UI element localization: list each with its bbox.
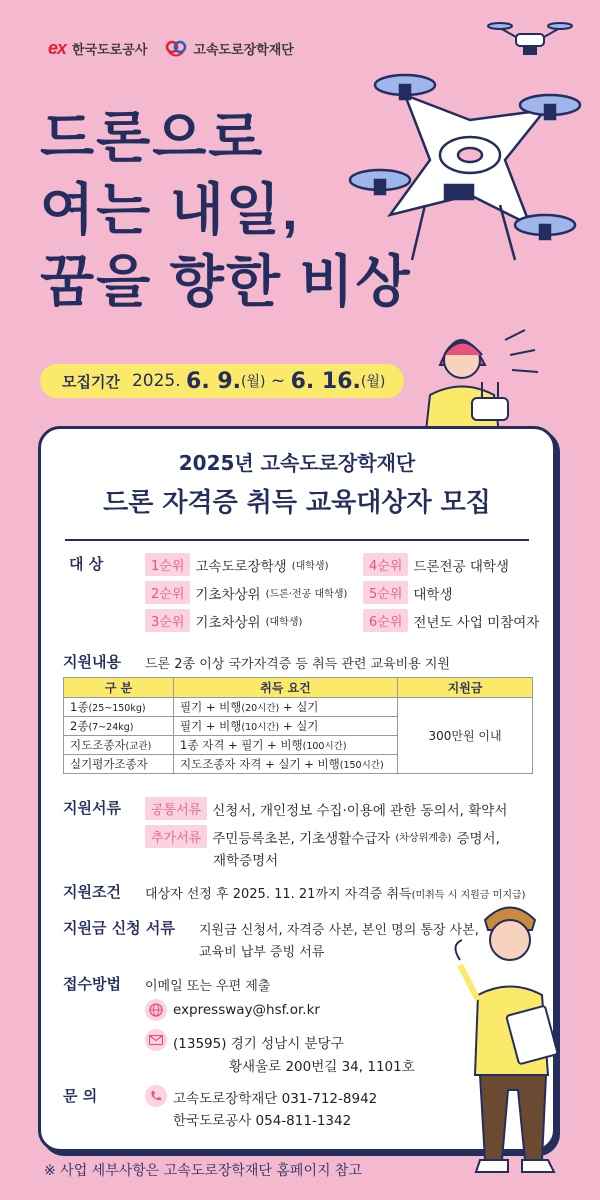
col-header-type: 구 분 xyxy=(64,678,174,698)
table-header-row xyxy=(64,678,533,698)
table-row xyxy=(64,698,533,717)
header-divider xyxy=(65,539,529,541)
logo-bar xyxy=(48,38,294,59)
docs-common-badge: 공통서류 xyxy=(145,797,207,820)
support-label: 지원내용 xyxy=(63,653,121,671)
rank-badge: 6순위 xyxy=(363,609,408,632)
rank-note: (대학생) xyxy=(291,561,329,572)
title-line-2: 여는 내일, xyxy=(40,178,300,241)
cell-req: 필기 + 비행(20시간) + 실기 xyxy=(174,698,398,717)
receipt-email[interactable]: expressway@hsf.or.kr xyxy=(173,1002,320,1018)
card-headline: 드론 자격증 취득 교육대상자 모집 xyxy=(103,488,491,518)
ex-logo-mark: ex xyxy=(48,38,67,58)
period-sep: ~ xyxy=(270,371,286,391)
character-with-clipboard xyxy=(440,900,600,1190)
main-title xyxy=(40,102,412,318)
support-text: 드론 2종 이상 국가자격증 등 취득 관련 교육비용 지원 xyxy=(145,657,451,672)
rank-3 xyxy=(145,609,302,632)
rank-1 xyxy=(145,553,328,576)
hsf-logo-mark xyxy=(165,40,187,58)
docs-common-text: 신청서, 개인정보 수집·이용에 관한 동의서, 확약서 xyxy=(212,802,508,819)
globe-icon xyxy=(145,999,167,1021)
rank-badge: 5순위 xyxy=(363,581,408,604)
col-header-req: 취득 요건 xyxy=(174,678,398,698)
receipt-addr1: (13595) 경기 성남시 분당구 xyxy=(173,1036,344,1052)
docs-extra-note: (차상위계층) xyxy=(395,833,452,844)
cell-type: 지도조종자(교관) xyxy=(64,736,174,755)
contact-label: 문 의 xyxy=(63,1087,98,1105)
support-table xyxy=(63,677,533,774)
mail-icon xyxy=(145,1029,167,1051)
docs-extra-line2: 재학증명서 xyxy=(213,853,279,869)
footer-note: ※ 사업 세부사항은 고속도로장학재단 홈페이지 참고 xyxy=(44,1163,362,1179)
hsf-logo xyxy=(165,39,293,58)
ex-logo-name: 한국도로공사 xyxy=(72,43,148,58)
phone-icon xyxy=(145,1085,167,1107)
rank-text: 기초차상위 xyxy=(195,614,261,631)
period-start: 6. 9. xyxy=(186,368,242,394)
cell-type: 실기평가조종자 xyxy=(64,755,174,774)
card-subtitle: 2025년 고속도로장학재단 xyxy=(178,451,416,475)
recruit-period-pill xyxy=(40,364,404,398)
receipt-addr2: 황새울로 200번길 34, 1101호 xyxy=(229,1059,415,1075)
title-line-3: 꿈을 향한 비상 xyxy=(40,250,412,313)
condition-text: 대상자 선정 후 2025. 11. 21까지 자격증 취득(미취득 시 지원금 미지급) xyxy=(145,887,526,902)
rank-text: 고속도로장학생 xyxy=(195,558,287,575)
docs-extra xyxy=(145,825,500,848)
rank-note: (드론·전공 대학생) xyxy=(265,589,348,600)
docs-label: 지원서류 xyxy=(63,799,121,817)
cell-req: 필기 + 비행(10시간) + 실기 xyxy=(174,717,398,736)
cell-amount: 300만원 이내 xyxy=(398,698,533,774)
rank-text: 기초차상위 xyxy=(195,586,261,603)
docs-extra-badge: 추가서류 xyxy=(145,825,207,848)
period-end-day: (월) xyxy=(360,374,386,390)
col-header-amount: 지원금 xyxy=(398,678,533,698)
receipt-text: 이메일 또는 우편 제출 xyxy=(145,979,271,994)
condition-note: (미취득 시 지원금 미지급) xyxy=(411,890,526,901)
cell-type: 2종(7~24kg) xyxy=(64,717,174,736)
rank-4 xyxy=(363,553,509,576)
rank-badge: 2순위 xyxy=(145,581,190,604)
docs-extra-line1: 주민등록초본, 기초생활수급자 xyxy=(212,830,391,847)
rank-note: (대학생) xyxy=(265,617,303,628)
target-label: 대 상 xyxy=(69,555,104,573)
receipt-label: 접수방법 xyxy=(63,975,121,993)
condition-label: 지원조건 xyxy=(63,883,121,901)
period-label: 모집기간 xyxy=(62,372,120,391)
period-year: 2025. xyxy=(131,371,181,391)
contact-line1: 고속도로장학재단 031-712-8942 xyxy=(173,1091,378,1107)
rank-badge: 3순위 xyxy=(145,609,190,632)
rank-text: 드론전공 대학생 xyxy=(413,558,509,575)
rank-text: 대학생 xyxy=(413,586,453,603)
cell-req: 지도조종자 자격 + 실기 + 비행(150시간) xyxy=(174,755,398,774)
cell-type: 1종(25~150kg) xyxy=(64,698,174,717)
rank-6 xyxy=(363,609,539,632)
period-start-day: (월) xyxy=(241,374,266,390)
card-header xyxy=(41,447,553,519)
claim-line1: 지원금 신청서, 자격증 사본, 본인 명의 통장 사본, xyxy=(199,923,479,938)
docs-common xyxy=(145,797,507,820)
rank-text: 전년도 사업 미참여자 xyxy=(413,614,540,631)
claim-line2: 교육비 납부 증빙 서류 xyxy=(199,945,325,960)
hsf-logo-name: 고속도로장학재단 xyxy=(193,43,294,58)
docs-extra-tail: 증명서, xyxy=(456,830,500,847)
title-line-1: 드론으로 xyxy=(40,106,265,169)
period-end: 6. 16. xyxy=(290,368,361,394)
ex-logo xyxy=(48,38,147,59)
character-with-controller xyxy=(400,320,600,440)
rank-2 xyxy=(145,581,347,604)
rank-5 xyxy=(363,581,453,604)
rank-badge: 4순위 xyxy=(363,553,408,576)
rank-badge: 1순위 xyxy=(145,553,190,576)
claim-label: 지원금 신청 서류 xyxy=(63,919,175,937)
cell-req: 1종 자격 + 필기 + 비행(100시간) xyxy=(174,736,398,755)
contact-line2: 한국도로공사 054-811-1342 xyxy=(173,1113,352,1129)
